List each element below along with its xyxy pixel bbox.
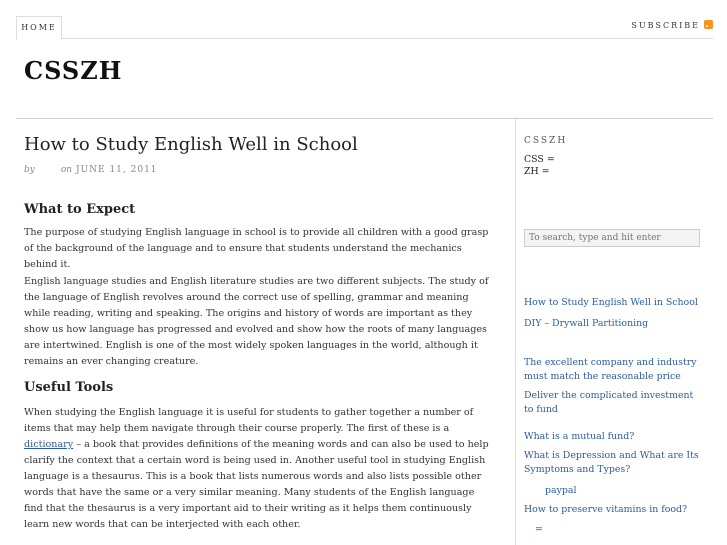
- subscribe-link[interactable]: [631, 20, 713, 30]
- top-navigation: [16, 16, 713, 39]
- sidebar-heading: CSSZH: [524, 136, 568, 146]
- sidebar-link[interactable]: What is Depression and What are Its Symptoms and Types?: [524, 450, 699, 475]
- paragraph-3-text-end: – a book that provides definitions of the meaning words and can also be used to help clarify the context that a certain word is being used in. Another useful tool in studying English language is a thesaurus. This is a book that lists numerous words and also lists possible other words that have the same or a very similar meaning. Many students of the English language find that the thesaurus is a very important aid to their writing as it helps them continuously learn new words that can be interjected with each other.: [24, 439, 489, 530]
- sidebar-link[interactable]: What is a mutual fund?: [524, 431, 635, 442]
- site-title[interactable]: CSSZH: [24, 56, 123, 85]
- sidebar-text-zh: ZH =: [524, 166, 550, 177]
- paragraph-1: The purpose of studying English language in school is to provide all children with a good grasp of the background of the language and to ensure that students understand the mechanics behind it.: [24, 227, 489, 270]
- paragraph-2: English language studies and English literature studies are two different subjects. The study of the language of English revolves around the correct use of spelling, grammar and meaning while reading, writing and speaking. The origins and history of words are important as they show us how language has progressed and evolved and show how the roots of many languages are intertwined. English is one of the most widely spoken languages in the world, although it remains an ever changing creature.: [24, 276, 489, 367]
- sidebar-link[interactable]: The excellent company and industry must match the reasonable price: [524, 357, 697, 382]
- rss-icon[interactable]: [704, 20, 713, 29]
- sidebar-link[interactable]: DIY – Drywall Partitioning: [524, 318, 649, 329]
- section-heading-expect: What to Expect: [24, 202, 136, 217]
- sidebar-text-css: CSS =: [524, 154, 555, 165]
- sidebar-link[interactable]: =: [535, 524, 543, 535]
- post-date: JUNE 11, 2011: [75, 165, 158, 175]
- section-heading-tools: Useful Tools: [24, 380, 114, 395]
- sidebar-link[interactable]: Deliver the complicated investment to fund: [524, 390, 694, 415]
- sidebar-link[interactable]: paypal: [545, 485, 577, 496]
- sidebar: [524, 136, 704, 535]
- post-content: [24, 134, 494, 530]
- post-title[interactable]: How to Study English Well in School: [24, 134, 358, 155]
- subscribe-label[interactable]: SUBSCRIBE: [631, 21, 700, 30]
- sidebar-link[interactable]: How to Study English Well in School: [524, 297, 698, 308]
- meta-by: by: [24, 165, 35, 175]
- paragraph-3-text-start: When studying the English language it is useful for students to gather together a number of items that may help them navigate through their course properly. The first of these is a: [24, 407, 474, 434]
- header-divider: [16, 118, 713, 119]
- meta-on: on: [60, 165, 73, 175]
- search-input[interactable]: [524, 229, 700, 247]
- paragraph-3: [24, 405, 494, 533]
- nav-home-tab[interactable]: HOME: [16, 16, 62, 40]
- dictionary-link[interactable]: dictionary: [24, 439, 74, 450]
- sidebar-divider: [515, 119, 516, 545]
- sidebar-link[interactable]: How to preserve vitamins in food?: [524, 504, 688, 515]
- post-meta: [24, 165, 494, 175]
